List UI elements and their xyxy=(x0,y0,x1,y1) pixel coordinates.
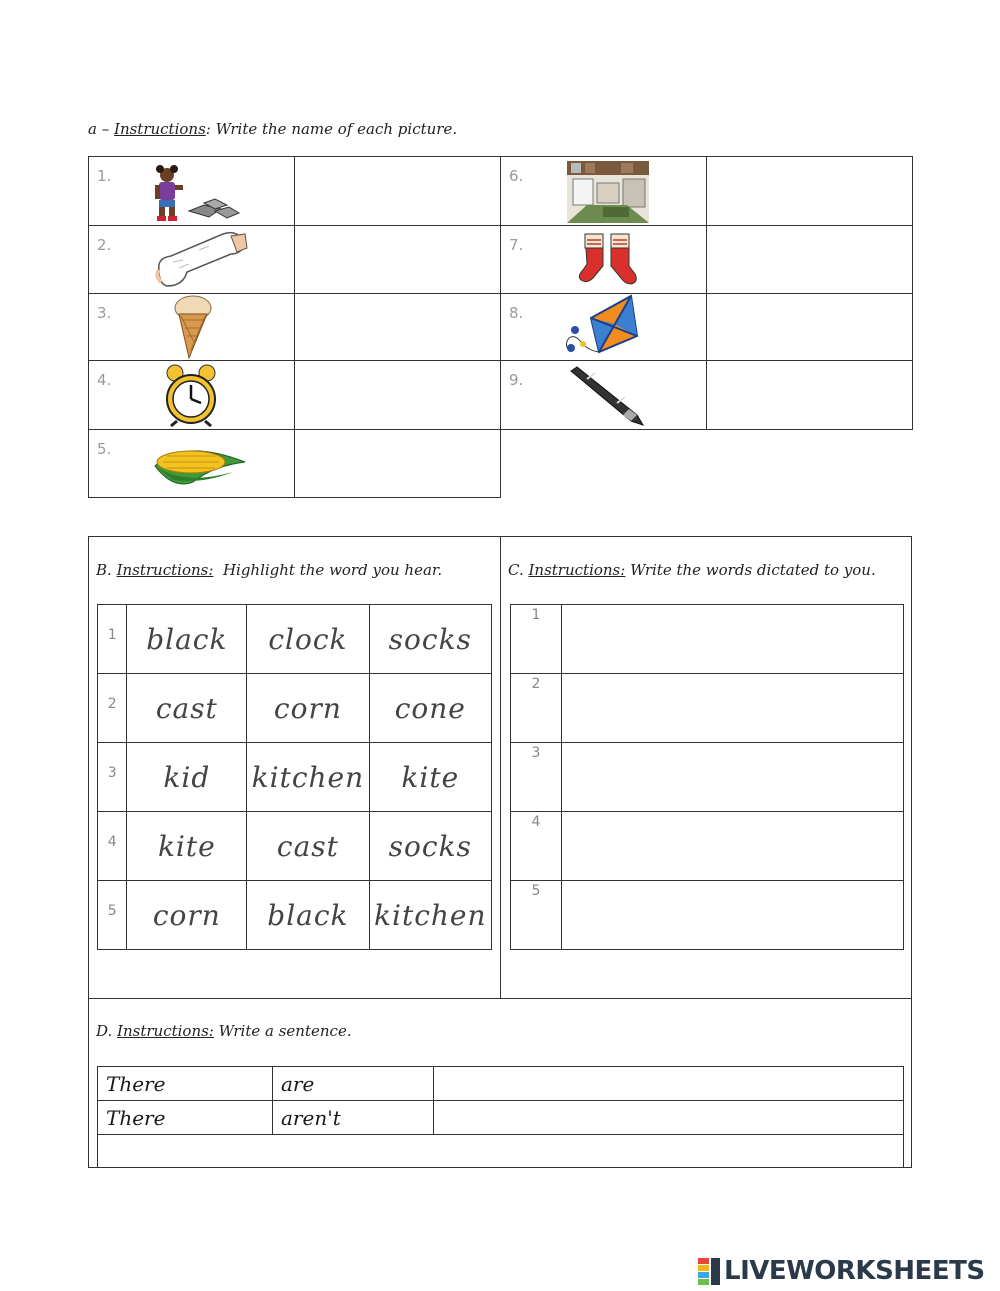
word-option[interactable] xyxy=(247,674,369,743)
answer-cell-2[interactable] xyxy=(295,226,501,294)
word-text: cone xyxy=(394,691,466,725)
item-number: 9. xyxy=(509,371,524,389)
dictation-answer-5[interactable] xyxy=(562,881,904,950)
sentence-starter: There xyxy=(98,1101,273,1135)
section-c-instructions-text: Write the words dictated to you. xyxy=(630,561,876,579)
item-number: 7. xyxy=(509,236,524,254)
section-divider-horizontal xyxy=(88,998,912,999)
word-text: kite xyxy=(157,829,216,863)
row-number: 1 xyxy=(511,605,562,674)
section-c-instructions xyxy=(508,561,876,579)
clock-icon xyxy=(163,363,219,427)
word-text: socks xyxy=(388,622,472,656)
word-text: corn xyxy=(152,898,221,932)
kite-icon xyxy=(561,294,641,360)
sentence-verb: aren't xyxy=(273,1101,434,1135)
cast-icon xyxy=(153,228,249,290)
word-option[interactable] xyxy=(247,605,369,674)
sentence-answer-2[interactable] xyxy=(434,1101,904,1135)
word-text: cast xyxy=(155,691,218,725)
answer-cell-5[interactable] xyxy=(295,430,501,498)
section-d-instructions-text: Write a sentence. xyxy=(218,1022,352,1040)
section-a-table xyxy=(88,156,913,498)
word-text: socks xyxy=(388,829,472,863)
kitchen-icon xyxy=(567,161,649,223)
section-b-table xyxy=(97,604,492,950)
section-b-instructions xyxy=(96,561,442,579)
row-number: 2 xyxy=(98,674,127,743)
word-text: kite xyxy=(401,760,460,794)
picture-cell-1 xyxy=(89,157,295,226)
picture-cell-3 xyxy=(89,294,295,361)
answer-cell-6[interactable] xyxy=(707,157,913,226)
row-number: 4 xyxy=(98,812,127,881)
word-option[interactable] xyxy=(127,881,247,950)
word-option[interactable] xyxy=(247,812,369,881)
word-option[interactable] xyxy=(127,674,247,743)
section-a-instructions xyxy=(88,120,457,138)
word-text: clock xyxy=(268,622,348,656)
item-number: 2. xyxy=(97,236,112,254)
word-option[interactable] xyxy=(127,743,247,812)
sentence-starter: There xyxy=(98,1067,273,1101)
answer-cell-9[interactable] xyxy=(707,361,913,430)
word-option[interactable] xyxy=(127,812,247,881)
section-b-instructions-text: Highlight the word you hear. xyxy=(222,561,443,579)
word-text: black xyxy=(146,622,228,656)
word-option[interactable] xyxy=(369,881,491,950)
item-number: 5. xyxy=(97,440,112,458)
word-option[interactable] xyxy=(369,812,491,881)
logo-mark-icon xyxy=(698,1258,722,1286)
word-text: black xyxy=(267,898,349,932)
section-a-dash: – xyxy=(101,120,110,138)
section-a-instructions-text: : Write the name of each picture. xyxy=(205,120,458,138)
section-c-instructions-label: Instructions: xyxy=(528,561,626,579)
word-option[interactable] xyxy=(247,743,369,812)
word-text: kitchen xyxy=(374,898,487,932)
logo-square-2 xyxy=(698,1265,709,1271)
row-number: 5 xyxy=(511,881,562,950)
logo-square-4 xyxy=(698,1279,709,1285)
dictation-answer-3[interactable] xyxy=(562,743,904,812)
row-number: 1 xyxy=(98,605,127,674)
row-number: 3 xyxy=(98,743,127,812)
sentence-answer-1[interactable] xyxy=(434,1067,904,1101)
word-option[interactable] xyxy=(369,674,491,743)
answer-cell-1[interactable] xyxy=(295,157,501,226)
kid-icon xyxy=(149,161,249,223)
section-d-instructions-label: Instructions: xyxy=(117,1022,214,1040)
answer-cell-3[interactable] xyxy=(295,294,501,361)
word-option[interactable] xyxy=(127,605,247,674)
section-b-letter: B. xyxy=(96,561,112,579)
dictation-answer-4[interactable] xyxy=(562,812,904,881)
picture-cell-6 xyxy=(501,157,707,226)
sentence-extra-row[interactable] xyxy=(98,1135,904,1168)
row-number: 3 xyxy=(511,743,562,812)
section-c-letter: C. xyxy=(508,561,524,579)
section-divider-vertical xyxy=(500,536,501,999)
item-number: 1. xyxy=(97,167,112,185)
liveworksheets-logo xyxy=(698,1256,994,1286)
section-d-letter: D. xyxy=(96,1022,113,1040)
socks-icon xyxy=(577,230,641,290)
cone-icon xyxy=(171,294,215,360)
dictation-answer-1[interactable] xyxy=(562,605,904,674)
word-option[interactable] xyxy=(369,605,491,674)
answer-cell-8[interactable] xyxy=(707,294,913,361)
picture-cell-9 xyxy=(501,361,707,430)
item-number: 4. xyxy=(97,371,112,389)
section-a-letter: a xyxy=(88,120,97,138)
answer-cell-4[interactable] xyxy=(295,361,501,430)
picture-cell-8 xyxy=(501,294,707,361)
logo-text: LIVEWORKSHEETS xyxy=(724,1256,985,1286)
row-number: 4 xyxy=(511,812,562,881)
sentence-verb: are xyxy=(273,1067,434,1101)
picture-cell-2 xyxy=(89,226,295,294)
row-number: 2 xyxy=(511,674,562,743)
picture-cell-4 xyxy=(89,361,295,430)
word-text: kitchen xyxy=(251,760,365,794)
section-d-instructions xyxy=(96,1022,352,1040)
section-c-table xyxy=(510,604,904,950)
word-text: corn xyxy=(273,691,342,725)
picture-cell-7 xyxy=(501,226,707,294)
item-number: 6. xyxy=(509,167,524,185)
word-option[interactable] xyxy=(247,881,369,950)
picture-cell-5 xyxy=(89,430,295,498)
section-a-instructions-label: Instructions xyxy=(114,120,206,138)
word-option[interactable] xyxy=(369,743,491,812)
corn-icon xyxy=(153,436,247,490)
dictation-answer-2[interactable] xyxy=(562,674,904,743)
word-text: kid xyxy=(163,760,211,794)
item-number: 8. xyxy=(509,304,524,322)
logo-square-3 xyxy=(698,1272,709,1278)
section-b-instructions-label: Instructions: xyxy=(116,561,214,579)
item-number: 3. xyxy=(97,304,112,322)
section-d-table xyxy=(97,1066,904,1168)
word-text: cast xyxy=(276,829,339,863)
crayon-icon xyxy=(567,363,651,427)
row-number: 5 xyxy=(98,881,127,950)
answer-cell-7[interactable] xyxy=(707,226,913,294)
logo-square-1 xyxy=(698,1258,709,1264)
